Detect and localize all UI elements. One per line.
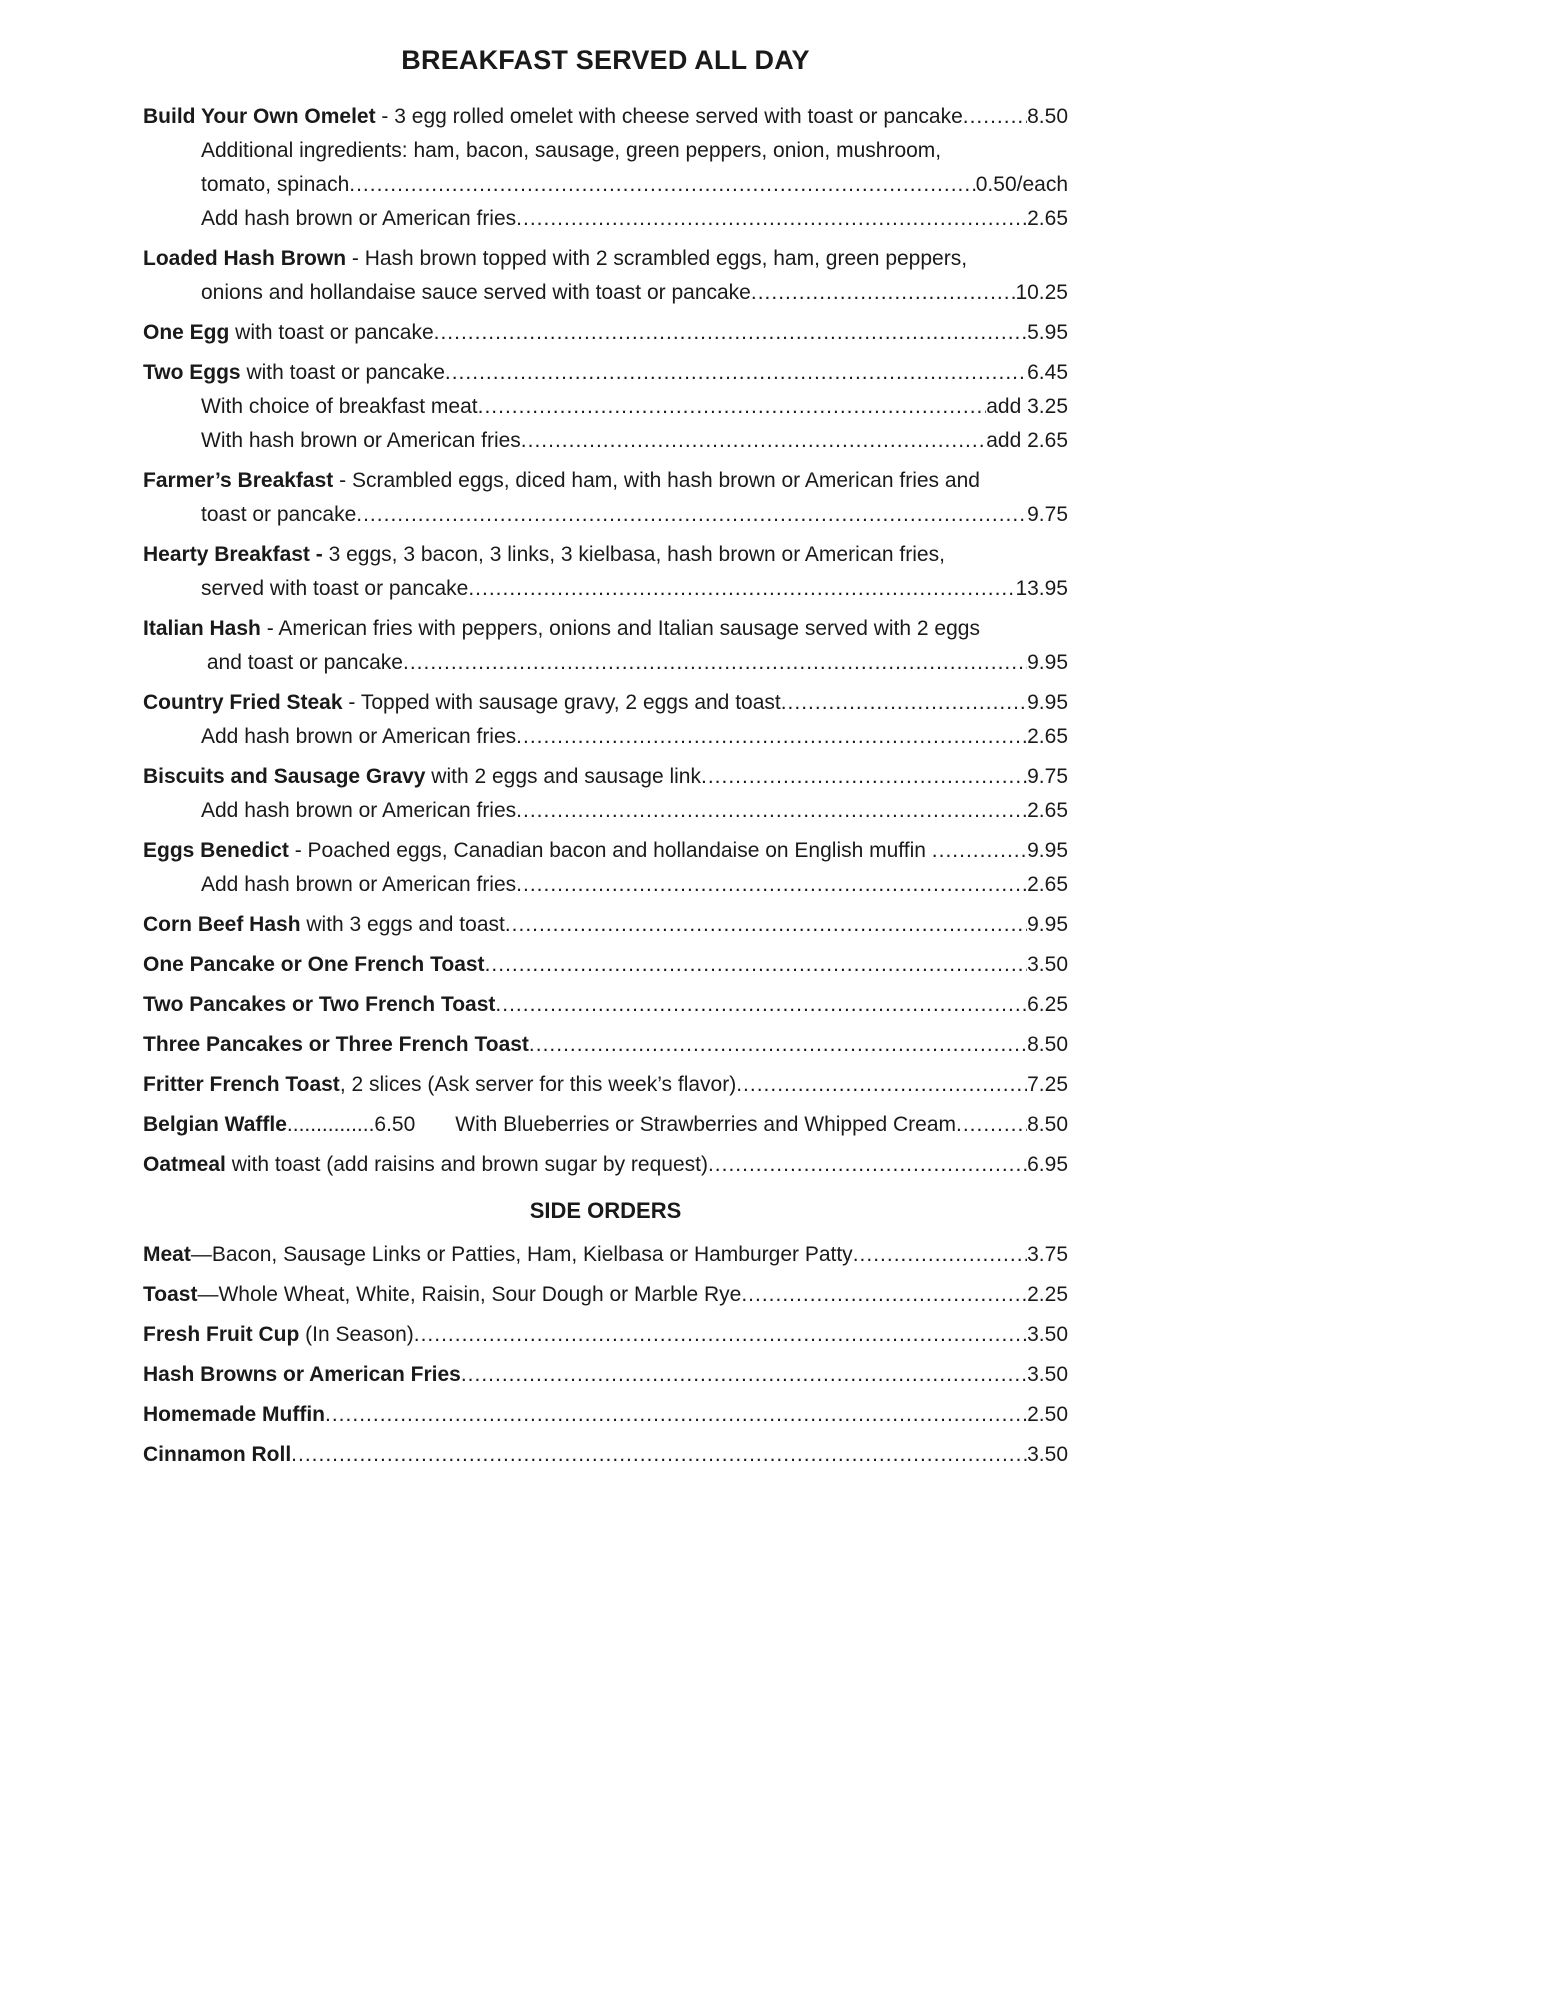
dot-leader [505, 908, 1027, 942]
menu-line [143, 760, 1068, 794]
menu-line [143, 1358, 1068, 1392]
item-name: Hash Browns or American Fries [143, 1363, 461, 1386]
menu-item [143, 356, 1068, 458]
menu-item [143, 988, 1068, 1022]
menu-line [143, 134, 1068, 168]
item-text: toast or pancake [201, 503, 357, 526]
item-text: Additional ingredients: ham, bacon, sausage, green peppers, onion, mushroom, [201, 139, 942, 162]
menu-line [143, 168, 1068, 202]
menu-line [143, 356, 1068, 390]
item-text: with 2 eggs and sausage link [425, 765, 701, 788]
menu-line [143, 1028, 1068, 1062]
menu-line [143, 1108, 1068, 1142]
item-text: 3 eggs, 3 bacon, 3 links, 3 kielbasa, hash brown or American fries, [322, 543, 945, 566]
item-text: - Topped with sausage gravy, 2 eggs and toast [342, 691, 781, 714]
menu-item [143, 686, 1068, 754]
item-price: 6.95 [1027, 1153, 1068, 1176]
item-price: 2.65 [1027, 799, 1068, 822]
item-name: Meat [143, 1243, 191, 1266]
menu-item [143, 1398, 1068, 1432]
item-text: with toast (add raisins and brown sugar by request) [225, 1153, 708, 1176]
menu-line [143, 948, 1068, 982]
section-heading: SIDE ORDERS [529, 1198, 682, 1223]
item-name: Country Fried Steak [143, 691, 343, 714]
item-text: and toast or pancake [201, 651, 403, 674]
item-name: Build Your Own Omelet [143, 105, 376, 128]
item-price: 2.25 [1027, 1283, 1068, 1306]
item-text: onions and hollandaise sauce served with toast or pancake [201, 281, 751, 304]
menu-item [143, 100, 1068, 236]
dot-leader [291, 1438, 1027, 1472]
item-price: add 3.25 [986, 395, 1068, 418]
item-name: One Egg [143, 321, 230, 344]
item-text: served with toast or pancake [201, 577, 469, 600]
item-name: Loaded Hash Brown [143, 247, 347, 270]
menu-line [143, 242, 1068, 276]
menu-line [143, 720, 1068, 754]
item-text: , 2 slices (Ask server for this week’s flavor) [339, 1073, 737, 1096]
menu-content [143, 42, 1068, 1472]
item-text: - American fries with peppers, onions and Italian sausage served with 2 eggs [260, 617, 980, 640]
dot-leader [485, 948, 1028, 982]
item-text: with toast or pancake [240, 361, 445, 384]
item-name: Homemade Muffin [143, 1403, 326, 1426]
item-price: 7.25 [1027, 1073, 1068, 1096]
dot-leader [349, 168, 975, 202]
item-name: Biscuits and Sausage Gravy [143, 765, 426, 788]
menu-line [143, 1148, 1068, 1182]
item-price: 5.95 [1027, 321, 1068, 344]
menu-item [143, 908, 1068, 942]
item-price: 10.25 [1015, 281, 1068, 304]
item-text: ...............6.50 [286, 1113, 416, 1136]
dot-leader [461, 1358, 1027, 1392]
menu-line [143, 1278, 1068, 1312]
item-text: Add hash brown or American fries [201, 725, 517, 748]
menu-sections [143, 100, 1068, 1472]
item-text: —Bacon, Sausage Links or Patties, Ham, Kielbasa or Hamburger Patty [190, 1243, 853, 1266]
item-price: 3.50 [1027, 1323, 1068, 1346]
menu-line [143, 988, 1068, 1022]
dot-leader [781, 686, 1027, 720]
dot-leader [516, 868, 1027, 902]
dot-leader [356, 498, 1027, 532]
menu-line [143, 794, 1068, 828]
menu-section [143, 1194, 1068, 1472]
menu-line [143, 1438, 1068, 1472]
menu-line [143, 316, 1068, 350]
menu-item [143, 242, 1068, 310]
menu-item [143, 1148, 1068, 1182]
menu-line [143, 1238, 1068, 1272]
menu-item [143, 1028, 1068, 1062]
menu-item [143, 1238, 1068, 1272]
item-text: Add hash brown or American fries [201, 207, 517, 230]
page-title: BREAKFAST SERVED ALL DAY [401, 45, 810, 75]
item-name: Italian Hash [143, 617, 261, 640]
menu-item [143, 464, 1068, 532]
dot-leader [468, 572, 1015, 606]
menu-line [143, 1318, 1068, 1352]
item-price: 8.50 [1027, 1033, 1068, 1056]
menu-item [143, 538, 1068, 606]
menu-line [143, 390, 1068, 424]
dot-leader [516, 202, 1027, 236]
dot-leader [701, 760, 1027, 794]
item-text: with toast or pancake [229, 321, 434, 344]
menu-line [143, 834, 1068, 868]
menu-line [143, 424, 1068, 458]
item-text: - 3 egg rolled omelet with cheese served with toast or pancake [375, 105, 963, 128]
item-text: With Blueberries or Strawberries and Whipped Cream [455, 1113, 956, 1136]
dot-leader [521, 424, 986, 458]
item-text: - Hash brown topped with 2 scrambled eggs, ham, green peppers, [346, 247, 968, 270]
menu-item [143, 1278, 1068, 1312]
item-name: Two Pancakes or Two French Toast [143, 993, 496, 1016]
dot-leader [751, 276, 1016, 310]
item-name: Toast [143, 1283, 198, 1306]
dot-leader [445, 356, 1027, 390]
item-name: One Pancake or One French Toast [143, 953, 485, 976]
item-text: - Poached eggs, Canadian bacon and hollandaise on English muffin [288, 839, 932, 862]
dot-leader [516, 720, 1027, 754]
item-price: 9.95 [1027, 691, 1068, 714]
item-price: 2.65 [1027, 725, 1068, 748]
menu-item [143, 316, 1068, 350]
dot-leader [853, 1238, 1027, 1272]
menu-item [143, 1108, 1068, 1142]
item-name: Oatmeal [143, 1153, 226, 1176]
dot-leader [736, 1068, 1027, 1102]
item-name: Cinnamon Roll [143, 1443, 292, 1466]
dot-leader [963, 100, 1027, 134]
item-text: With choice of breakfast meat [201, 395, 478, 418]
menu-line [143, 612, 1068, 646]
item-price: 9.95 [1027, 839, 1068, 862]
menu-line [143, 686, 1068, 720]
menu-item [143, 612, 1068, 680]
item-price: 8.50 [1027, 1113, 1068, 1136]
item-text: - Scrambled eggs, diced ham, with hash brown or American fries and [333, 469, 980, 492]
menu-item [143, 834, 1068, 902]
item-name: Eggs Benedict [143, 839, 289, 862]
item-price: 3.50 [1027, 953, 1068, 976]
dot-leader [325, 1398, 1027, 1432]
item-price: 6.45 [1027, 361, 1068, 384]
menu-line [143, 276, 1068, 310]
item-price: 9.95 [1027, 913, 1068, 936]
menu-item [143, 1068, 1068, 1102]
dot-leader [516, 794, 1027, 828]
menu-line [143, 498, 1068, 532]
item-text: tomato, spinach [201, 173, 350, 196]
item-name: Belgian Waffle [143, 1113, 287, 1136]
menu-line [143, 572, 1068, 606]
item-name: Hearty Breakfast - [143, 543, 323, 566]
menu-item [143, 1438, 1068, 1472]
dot-leader [495, 988, 1027, 1022]
dot-leader [478, 390, 987, 424]
item-price: 2.65 [1027, 207, 1068, 230]
menu-item [143, 948, 1068, 982]
menu-item [143, 760, 1068, 828]
dot-leader [403, 646, 1027, 680]
item-text: Add hash brown or American fries [201, 873, 517, 896]
menu-line [143, 1068, 1068, 1102]
item-text: —Whole Wheat, White, Raisin, Sour Dough or Marble Rye [197, 1283, 742, 1306]
menu-line [143, 646, 1068, 680]
item-price: 2.50 [1027, 1403, 1068, 1426]
item-name: Corn Beef Hash [143, 913, 301, 936]
dot-leader [434, 316, 1028, 350]
item-text: (In Season) [299, 1323, 414, 1346]
item-price: 3.75 [1027, 1243, 1068, 1266]
menu-line [143, 868, 1068, 902]
dot-leader [708, 1148, 1027, 1182]
menu-item [143, 1318, 1068, 1352]
item-price: 8.50 [1027, 105, 1068, 128]
item-price: 2.65 [1027, 873, 1068, 896]
item-price: 6.25 [1027, 993, 1068, 1016]
item-price: 9.75 [1027, 765, 1068, 788]
dot-leader [932, 834, 1027, 868]
item-text: Add hash brown or American fries [201, 799, 517, 822]
menu-line [143, 202, 1068, 236]
menu-line [143, 464, 1068, 498]
menu-item [143, 1358, 1068, 1392]
menu-line [143, 538, 1068, 572]
item-name: Two Eggs [143, 361, 241, 384]
item-price: 9.95 [1027, 651, 1068, 674]
dot-leader [529, 1028, 1027, 1062]
dot-leader [741, 1278, 1027, 1312]
item-price: 0.50/each [975, 173, 1068, 196]
dot-leader [414, 1318, 1027, 1352]
item-name: Three Pancakes or Three French Toast [143, 1033, 529, 1056]
item-price: 3.50 [1027, 1443, 1068, 1466]
item-price: 9.75 [1027, 503, 1068, 526]
item-price: add 2.65 [986, 429, 1068, 452]
menu-line [143, 908, 1068, 942]
item-name: Fritter French Toast [143, 1073, 340, 1096]
menu-section [143, 100, 1068, 1182]
dot-leader [956, 1108, 1027, 1142]
menu-line [143, 100, 1068, 134]
item-text: with 3 eggs and toast [300, 913, 505, 936]
item-price: 13.95 [1015, 577, 1068, 600]
item-name: Fresh Fruit Cup [143, 1323, 300, 1346]
item-price: 3.50 [1027, 1363, 1068, 1386]
menu-line [143, 1398, 1068, 1432]
item-text: With hash brown or American fries [201, 429, 521, 452]
item-name: Farmer’s Breakfast [143, 469, 334, 492]
